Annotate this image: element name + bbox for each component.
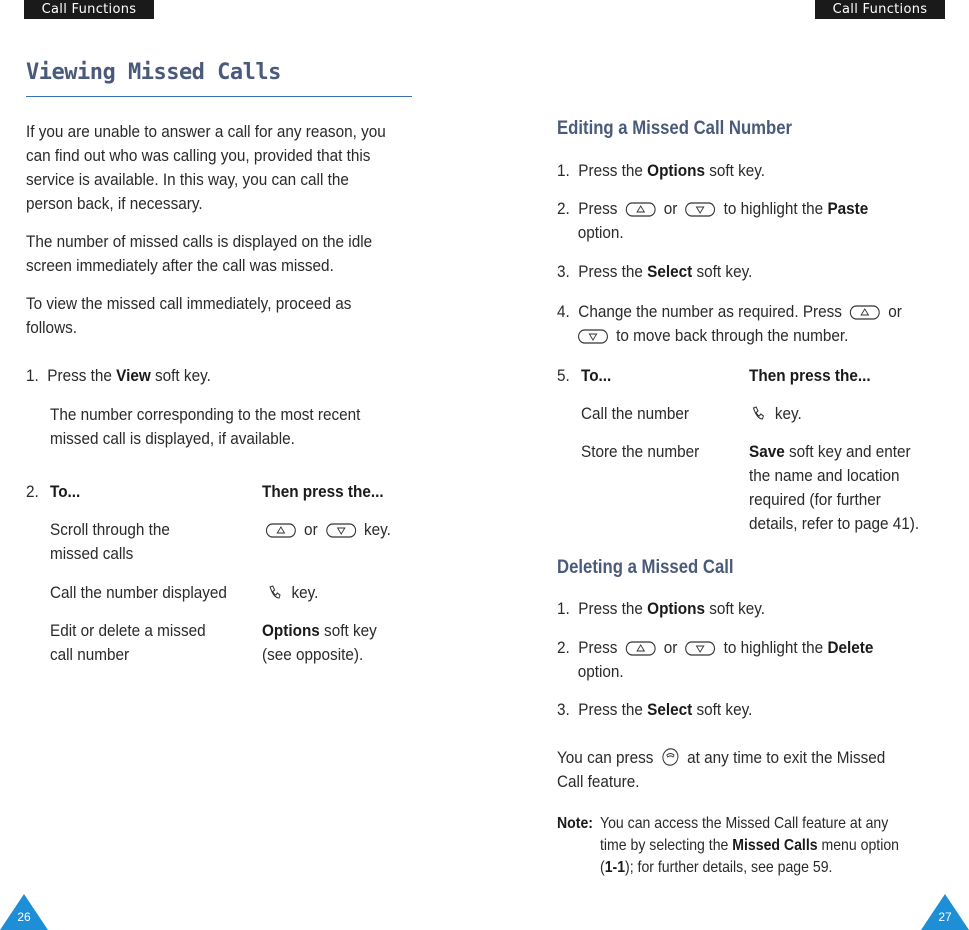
header-right: Call Functions: [815, 0, 945, 19]
page-title: Viewing Missed Calls: [26, 60, 281, 85]
step-5-header-then: Then press the...: [749, 366, 871, 385]
down-arrow-key-icon: [685, 202, 716, 217]
step-5-number: 5.: [557, 366, 570, 385]
step-1-note: The number corresponding to the most recent missed call is displayed, if available.: [50, 405, 361, 448]
edit-step-1: 1. Press the Options soft key.: [557, 161, 766, 180]
delete-step-2: 2. Press or to highlight the Delete option.: [557, 638, 874, 681]
page-number-left: 26: [0, 894, 48, 930]
step-5-row-call-action: key.: [749, 402, 802, 426]
edit-step-2: 2. Press or to highlight the Paste option.: [557, 199, 869, 242]
page-number-right: 27: [921, 894, 969, 930]
down-arrow-key-icon: [685, 641, 716, 656]
delete-step-3: 3. Press the Select soft key.: [557, 700, 753, 719]
delete-step-1: 1. Press the Options soft key.: [557, 599, 766, 618]
down-arrow-key-icon: [326, 523, 357, 538]
step-5-header-to: To...: [581, 366, 612, 385]
send-key-icon: [266, 582, 284, 602]
step-5-row-store-action: Save soft key and enter the name and location required (for further details, refer to page 41).: [749, 442, 920, 533]
note-label: Note:: [557, 815, 593, 832]
step-2-number: 2.: [26, 482, 39, 501]
up-arrow-key-icon: [625, 202, 656, 217]
note-text: You can access the Missed Call feature at any time by selecting the Missed Calls menu option (1-1); for further details, see page 59.: [600, 815, 899, 876]
step-5-row-store: Store the number: [581, 442, 700, 461]
end-key-icon: [661, 747, 679, 767]
table-row-scroll: Scroll through the missed calls: [50, 520, 170, 563]
editing-heading: Editing a Missed Call Number: [557, 118, 793, 139]
step-5-row-call: Call the number: [581, 404, 690, 423]
table-row-call-action: key.: [262, 581, 318, 605]
edit-step-4: 4. Change the number as required. Press or to move back through the number.: [557, 302, 902, 345]
table-row-scroll-action: or key.: [262, 518, 391, 542]
table-row-call: Call the number displayed: [50, 583, 227, 602]
edit-step-3: 3. Press the Select soft key.: [557, 262, 753, 281]
table-header-then: Then press the...: [262, 482, 384, 501]
up-arrow-key-icon: [625, 641, 656, 656]
down-arrow-key-icon: [578, 329, 609, 344]
table-row-edit-action: Options soft key (see opposite).: [262, 621, 377, 664]
header-left: Call Functions: [24, 0, 154, 19]
exit-paragraph: You can press at any time to exit the Missed Call feature.: [557, 746, 885, 794]
table-header-to: To...: [50, 482, 81, 501]
view-paragraph: To view the missed call immediately, proceed as follows.: [26, 294, 352, 337]
step-1: 1. Press the View soft key.: [26, 366, 211, 385]
table-row-edit: Edit or delete a missed call number: [50, 621, 206, 664]
missed-count-paragraph: The number of missed calls is displayed on the idle screen immediately after the call was missed.: [26, 232, 373, 275]
send-key-icon: [749, 403, 767, 423]
up-arrow-key-icon: [850, 305, 881, 320]
intro-paragraph: If you are unable to answer a call for any reason, you can find out who was calling you, provided that this service is available. In this way, you can call the person back, if necessary.: [26, 122, 386, 213]
title-rule: [26, 96, 412, 97]
up-arrow-key-icon: [266, 523, 297, 538]
deleting-heading: Deleting a Missed Call: [557, 557, 734, 578]
